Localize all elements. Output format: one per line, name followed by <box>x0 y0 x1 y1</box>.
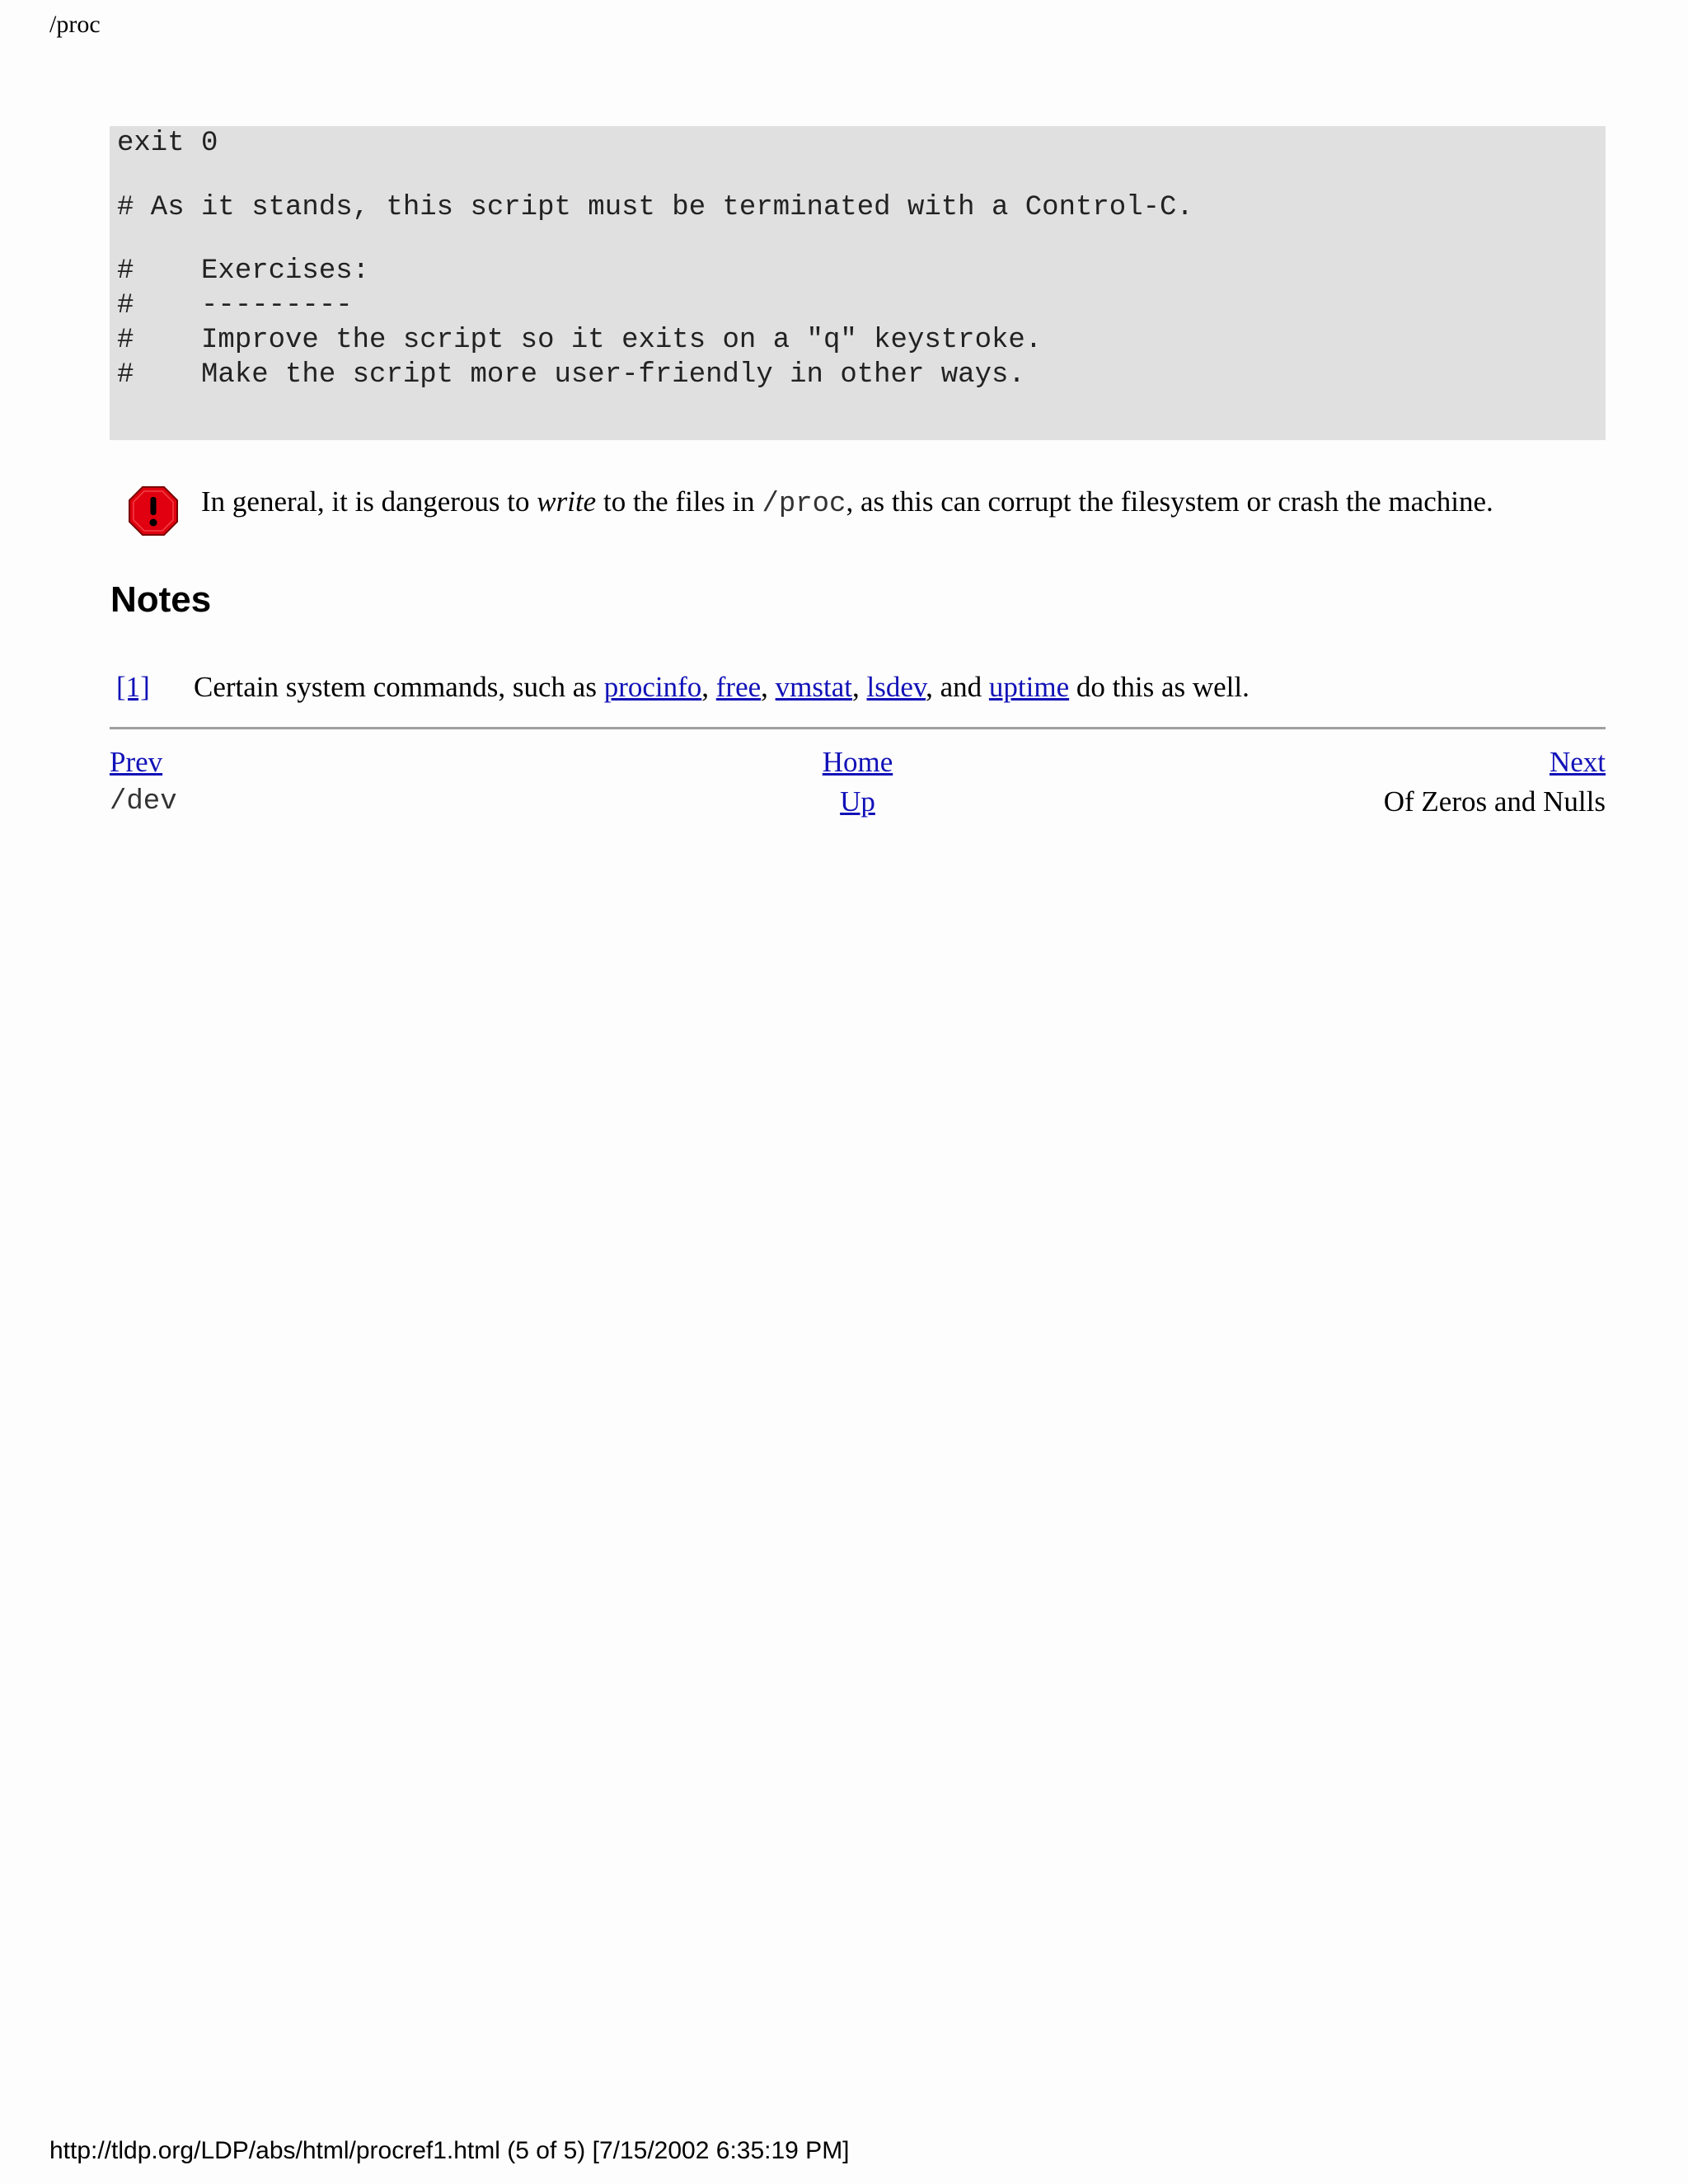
code-line: # Make the script more user-friendly in other ways. <box>117 359 1025 391</box>
up-link[interactable]: Up <box>840 785 875 818</box>
code-line: # As it stands, this script must be terminated with a Control-C. <box>117 192 1193 223</box>
navigation-row-links <box>110 743 1606 782</box>
footnote-separator: , <box>701 671 716 703</box>
link-vmstat[interactable]: vmstat <box>775 671 852 703</box>
warning-stop-icon <box>128 485 179 537</box>
code-line: exit 0 <box>117 128 218 159</box>
warning-text-part: , as this can corrupt the filesystem or crash the machine. <box>846 485 1493 518</box>
page-footer-source: http://tldp.org/LDP/abs/html/procref1.html (5 of 5) [7/15/2002 6:35:19 PM] <box>49 2137 850 2164</box>
up-cell <box>110 782 1606 822</box>
footnote-separator: , <box>761 671 776 703</box>
code-block <box>110 126 1606 440</box>
warning-code-path: /proc <box>762 489 846 520</box>
page-header-title: /proc <box>49 11 101 38</box>
navigation-row-titles <box>110 782 1606 822</box>
warning-text-part: to the files in <box>596 485 762 518</box>
footnote-separator: , <box>852 671 867 703</box>
notes-heading: Notes <box>110 579 212 620</box>
footnote-text <box>194 668 1250 707</box>
prev-link[interactable]: Prev <box>110 746 163 778</box>
footnote-text-part: Certain system commands, such as <box>194 671 604 703</box>
link-uptime[interactable]: uptime <box>988 671 1070 703</box>
link-lsdev[interactable]: lsdev <box>866 671 926 703</box>
code-line: # Exercises: <box>117 255 370 287</box>
navigation-divider <box>110 727 1606 729</box>
footnote-separator: , and <box>926 671 989 703</box>
warning-text <box>201 482 1493 524</box>
home-link[interactable]: Home <box>822 746 893 778</box>
next-page-title: Of Zeros and Nulls <box>1383 785 1606 818</box>
link-free[interactable]: free <box>715 671 762 703</box>
footnote-mark-link[interactable]: [1] <box>116 671 150 703</box>
prev-page-title: /dev <box>110 786 177 818</box>
warning-text-part: In general, it is dangerous to <box>201 485 537 518</box>
home-cell <box>110 743 1606 782</box>
footnote-text-part: do this as well. <box>1069 671 1250 703</box>
next-link[interactable]: Next <box>1549 746 1606 778</box>
code-line: # --------- <box>117 290 353 321</box>
link-procinfo[interactable]: procinfo <box>603 671 702 703</box>
code-line: # Improve the script so it exits on a "q" keystroke. <box>117 325 1043 356</box>
warning-emphasis: write <box>537 485 597 518</box>
